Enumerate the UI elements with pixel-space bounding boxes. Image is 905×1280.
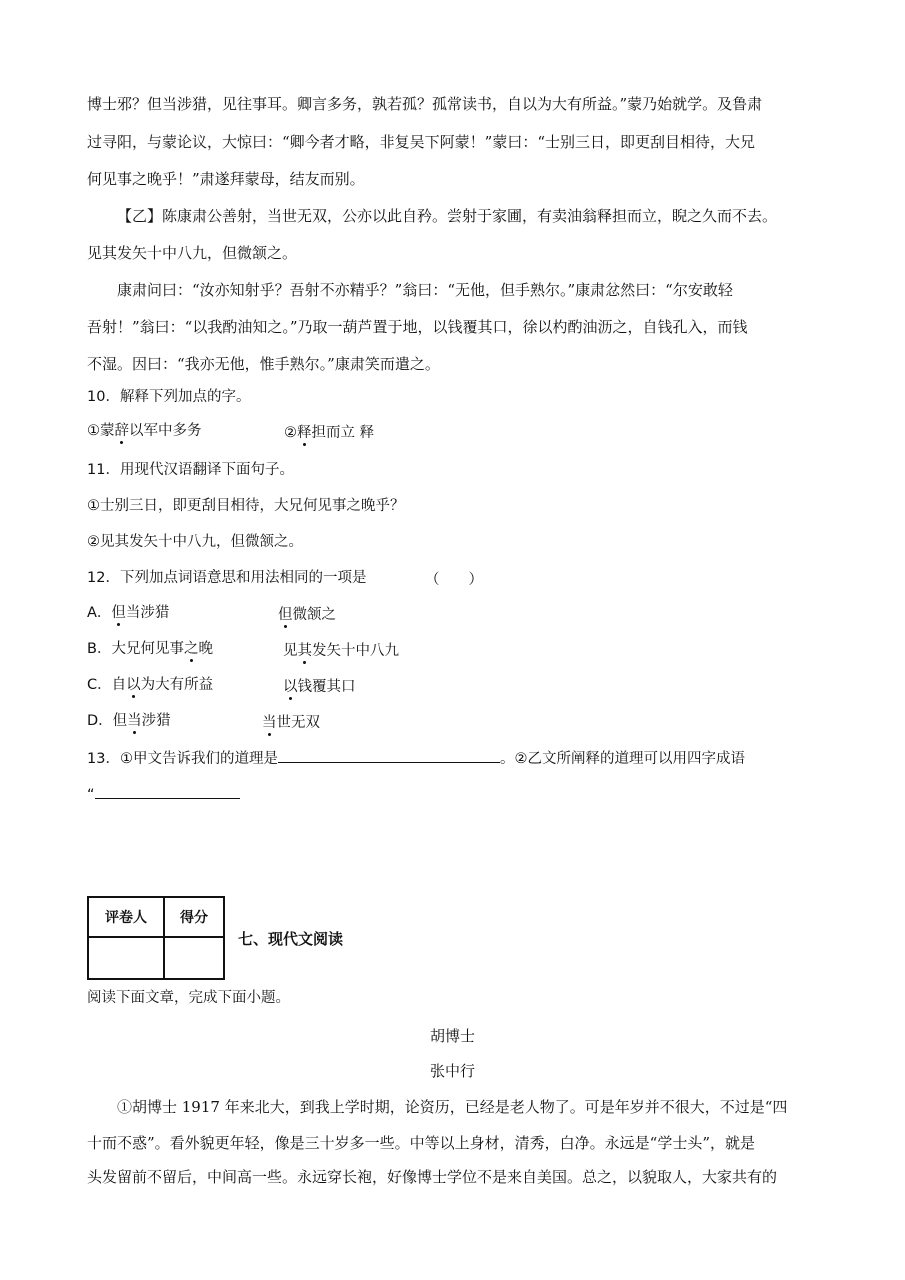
score-table-score-header: 得分	[164, 897, 224, 937]
q12-stem: 12．下列加点词语意思和用法相同的一项是	[87, 570, 367, 586]
q10-item-2-pre: ②	[284, 425, 297, 441]
article-line-1: ①胡博士 1917 年来北大，到我上学时期，论资历，已经是老人物了。可是年岁并不很大，不过是“四	[117, 1098, 788, 1116]
q11-sentence-2: ②见其发矢十中八九，但微颔之。	[87, 534, 303, 550]
article-line-2: 十而不惑”。看外貌更年轻，像是三十岁多一些。中等以上身材，清秀，白净。永远是“学士头”，就是	[87, 1134, 756, 1152]
q13-blank-1[interactable]	[278, 748, 500, 763]
q12-option-d-right-post: 世无双	[276, 715, 320, 731]
q12-option-b-left-post: 晚	[198, 641, 213, 657]
q12-option-d-left-pre: 但	[112, 713, 128, 729]
q12-option-c	[87, 675, 213, 695]
q10-item-1-post: 以军中多务	[129, 423, 202, 439]
q13-part-1: 13．①甲文告诉我们的道理是	[87, 751, 278, 767]
article-line-3: 头发留前不留后，中间高一些。永远穿长袍，好像博士学位不是来自美国。总之，以貌取人，大家共有的	[87, 1168, 778, 1186]
q12-option-d-right-dotted: 当	[262, 715, 277, 731]
score-table-grader-cell[interactable]	[88, 937, 164, 979]
q10-item-2	[284, 421, 374, 442]
q12-option-b-right-dotted: 其	[297, 643, 312, 659]
q12-option-c-left-pre: 自	[111, 677, 127, 693]
q12-option-d-left-post: 涉猎	[141, 713, 171, 729]
q10-item-1-pre: ①蒙	[87, 423, 115, 439]
q12-option-a-right-dotted: 但	[278, 607, 293, 623]
q12-option-c-left-dotted: 以	[126, 677, 141, 693]
q10-item-2-dotted-char: 释	[297, 425, 312, 441]
article-author: 张中行	[429, 1062, 475, 1080]
passage-yi-p2-line-1: 康肃问曰：“汝亦知射乎？吾射不亦精乎？”翁曰：“无他，但手熟尔。”康肃忿然曰：“尔安敢轻	[117, 281, 733, 299]
passage-yi-p1-line-1: 【乙】陈康肃公善射，当世无双，公亦以此自矜。尝射于家圃，有卖油翁释担而立，睨之久而不去。	[117, 207, 778, 225]
passage-jia-line-1: 博士邪？但当涉猎，见往事耳。卿言多务，孰若孤？孤常读书，自以为大有所益。”蒙乃始就学。及鲁肃	[87, 95, 763, 113]
q12-option-c-right	[283, 675, 356, 696]
q13-line-1	[87, 748, 745, 769]
q12-option-b	[87, 639, 213, 659]
q13-part-3: “	[87, 787, 95, 803]
q12-option-d-label: D．	[87, 713, 113, 729]
article-title: 胡博士	[429, 1027, 475, 1045]
q12-option-d-left-dotted: 当	[127, 713, 142, 729]
q13-part-2: 。②乙文所阐释的道理可以用四字成语	[499, 751, 745, 767]
passage-jia-line-3: 何见事之晚乎！”肃遂拜蒙母，结友而别。	[87, 170, 365, 188]
q12-option-c-left-post: 为大有所益	[140, 677, 214, 693]
q10-stem: 10．解释下列加点的字。	[87, 389, 251, 405]
q12-answer-paren: （ ）	[425, 572, 483, 588]
q10-item-2-post: 担而立 释	[311, 425, 375, 441]
q12-option-b-left-pre: 大兄何见事	[111, 641, 184, 657]
q12-option-a-right-post: 微颔之	[292, 607, 336, 623]
q10-item-1-dotted-char: 辞	[114, 423, 129, 439]
passage-jia-line-2: 过寻阳，与蒙论议，大惊曰：“卿今者才略，非复吴下阿蒙！”蒙曰：“士别三日，即更刮目相待，大兄	[87, 133, 756, 151]
q12-option-c-right-dotted: 以	[283, 679, 298, 695]
q12-option-a-left-post: 当涉猎	[125, 605, 170, 621]
q10-item-1	[87, 421, 202, 441]
section-instruction: 阅读下面文章，完成下面小题。	[87, 990, 290, 1006]
q12-option-a-left-dotted: 但	[111, 605, 126, 621]
score-table	[87, 896, 225, 980]
q12-option-c-right-post: 钱覆其口	[297, 679, 356, 695]
q11-stem: 11．用现代汉语翻译下面句子。	[87, 462, 294, 478]
q12-option-b-right-pre: 见	[283, 643, 298, 659]
q12-option-a-right	[278, 603, 336, 624]
section-heading: 七、现代文阅读	[238, 930, 344, 948]
passage-yi-p2-line-3: 不湿。因曰：“我亦无他，惟手熟尔。”康肃笑而遣之。	[87, 355, 440, 373]
q12-option-b-right	[283, 639, 399, 660]
q13-line-2	[87, 784, 240, 805]
q12-option-a-label: A．	[87, 605, 112, 621]
q11-sentence-1: ①士别三日，即更刮目相待，大兄何见事之晚乎？	[87, 498, 405, 514]
passage-yi-p2-line-2: 吾射！”翁曰：“以我酌油知之。”乃取一葫芦置于地，以钱覆其口，徐以杓酌油沥之，自钱孔入，而钱	[87, 318, 748, 336]
q12-option-d-right	[262, 711, 320, 732]
score-table-score-cell[interactable]	[164, 937, 224, 979]
passage-yi-p1-line-2: 见其发矢十中八九，但微颔之。	[87, 244, 298, 262]
q12-option-a	[87, 603, 169, 623]
q13-blank-2[interactable]	[95, 784, 240, 799]
q12-option-b-label: B．	[87, 641, 112, 657]
q12-option-b-left-dotted: 之	[183, 641, 199, 657]
score-table-grader-header: 评卷人	[88, 897, 164, 937]
q12-option-c-label: C．	[87, 677, 112, 693]
q12-option-d	[87, 711, 171, 731]
q12-option-b-right-post: 发矢十中八九	[312, 643, 399, 659]
